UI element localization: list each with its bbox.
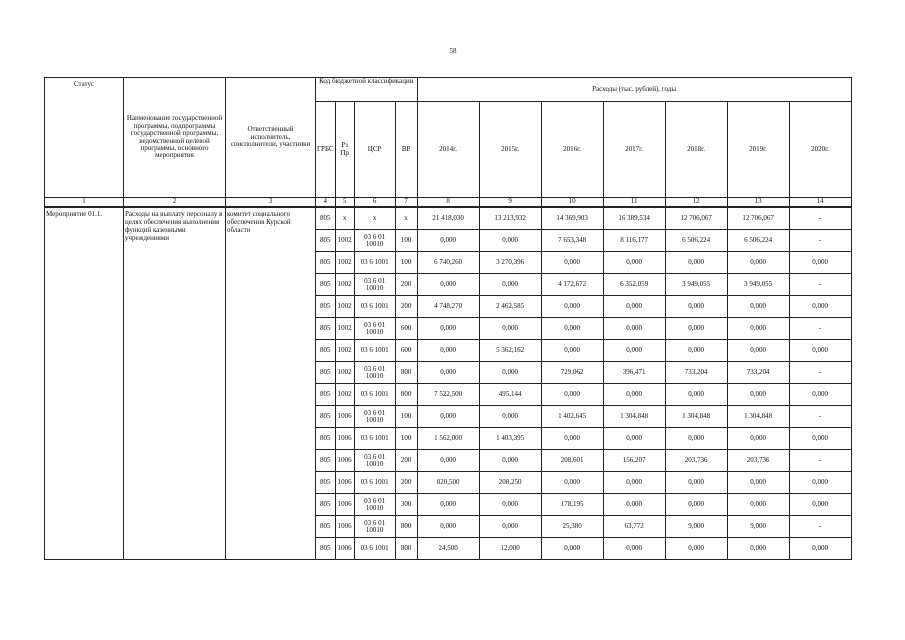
cell-vr: 300 [395, 494, 417, 516]
header-csr: ЦСР [354, 102, 395, 198]
cell-amount: 0,000 [603, 384, 665, 406]
header-year-2019: 2019г. [727, 102, 789, 198]
cell-amount: 7 522,500 [417, 384, 479, 406]
cell-amount: 0,000 [541, 252, 603, 274]
cell-csr: 03 6 01 10010 [354, 516, 395, 538]
cell-amount: 729,062 [541, 362, 603, 384]
cell-csr: 03 6 01 10010 [354, 450, 395, 472]
cell-rzpr: 1006 [335, 428, 354, 450]
cell-rzpr: 1002 [335, 230, 354, 252]
cell-amount: 733,204 [665, 362, 727, 384]
col-index: 8 [417, 198, 479, 208]
cell-rzpr: 1002 [335, 296, 354, 318]
cell-rzpr: 1006 [335, 516, 354, 538]
cell-rzpr: 1002 [335, 252, 354, 274]
cell-amount: 733,204 [727, 362, 789, 384]
cell-amount: 0,000 [665, 252, 727, 274]
cell-amount: 13 213,932 [479, 207, 541, 230]
expenses-table [44, 77, 852, 560]
cell-grbs: 805 [316, 252, 336, 274]
cell-vr: x [395, 207, 417, 230]
cell-rzpr: 1002 [335, 340, 354, 362]
cell-amount: 0,000 [727, 252, 789, 274]
cell-amount: 4 172,672 [541, 274, 603, 296]
cell-csr: 03 6 1001 [354, 538, 395, 560]
cell-amount: 0,000 [541, 318, 603, 340]
cell-amount: 203,736 [727, 450, 789, 472]
cell-amount: 0,000 [603, 472, 665, 494]
table-row [45, 207, 852, 230]
cell-amount: 0,000 [727, 340, 789, 362]
cell-grbs: 805 [316, 296, 336, 318]
cell-amount: 63,772 [603, 516, 665, 538]
cell-amount: 0,000 [541, 428, 603, 450]
cell-amount: 0,000 [417, 406, 479, 428]
cell-amount: 495,144 [479, 384, 541, 406]
cell-amount: - [789, 516, 851, 538]
cell-vr: 200 [395, 450, 417, 472]
cell-amount: 0,000 [789, 494, 851, 516]
cell-amount: 12 706,067 [665, 207, 727, 230]
cell-amount: 6 740,260 [417, 252, 479, 274]
cell-amount: 1 304,848 [603, 406, 665, 428]
cell-amount: 396,471 [603, 362, 665, 384]
cell-rzpr: 1002 [335, 318, 354, 340]
col-index: 13 [727, 198, 789, 208]
cell-vr: 100 [395, 406, 417, 428]
cell-amount: 0,000 [603, 296, 665, 318]
cell-amount: 1 304,848 [727, 406, 789, 428]
entry-name: Расходы на выплату персоналу в целях обеспечения выполнения функций казенными учреждениями [124, 207, 226, 560]
col-index: 5 [335, 198, 354, 208]
cell-amount: 0,000 [417, 450, 479, 472]
cell-amount: 6 506,224 [665, 230, 727, 252]
cell-rzpr: 1006 [335, 450, 354, 472]
cell-amount: 0,000 [727, 296, 789, 318]
cell-amount: 0,000 [479, 516, 541, 538]
cell-vr: 800 [395, 538, 417, 560]
cell-rzpr: 1006 [335, 406, 354, 428]
cell-rzpr: 1002 [335, 274, 354, 296]
col-index: 3 [226, 198, 316, 208]
col-index: 4 [316, 198, 336, 208]
cell-amount: 0,000 [603, 538, 665, 560]
cell-amount: 0,000 [541, 538, 603, 560]
cell-vr: 800 [395, 384, 417, 406]
cell-amount: 0,000 [479, 230, 541, 252]
cell-amount: 0,000 [417, 494, 479, 516]
cell-amount: 25,380 [541, 516, 603, 538]
cell-amount: 21 418,030 [417, 207, 479, 230]
cell-amount: 0,000 [727, 428, 789, 450]
cell-amount: 2 462,585 [479, 296, 541, 318]
cell-amount: 0,000 [727, 472, 789, 494]
cell-amount: 0,000 [479, 362, 541, 384]
cell-rzpr: 1006 [335, 538, 354, 560]
cell-amount: - [789, 318, 851, 340]
cell-amount: 0,000 [665, 494, 727, 516]
header-responsible: Ответственный исполнитель, соисполнители, участники [226, 78, 316, 198]
cell-grbs: 805 [316, 207, 336, 230]
col-index: 1 [45, 198, 124, 208]
cell-grbs: 805 [316, 274, 336, 296]
cell-rzpr: 1006 [335, 494, 354, 516]
cell-amount: - [789, 450, 851, 472]
cell-grbs: 805 [316, 318, 336, 340]
cell-amount: 6 506,224 [727, 230, 789, 252]
cell-csr: 03 6 1001 [354, 296, 395, 318]
cell-amount: 3 270,396 [479, 252, 541, 274]
cell-amount: 1 403,395 [479, 428, 541, 450]
cell-amount: 0,000 [789, 472, 851, 494]
cell-amount: 0,000 [603, 428, 665, 450]
cell-grbs: 805 [316, 384, 336, 406]
cell-csr: 03 6 01 10010 [354, 494, 395, 516]
cell-csr: 03 6 01 10010 [354, 230, 395, 252]
cell-csr: 03 6 01 10010 [354, 406, 395, 428]
cell-rzpr: x [335, 207, 354, 230]
cell-vr: 200 [395, 472, 417, 494]
cell-amount: 0,000 [417, 340, 479, 362]
cell-amount: 0,000 [417, 230, 479, 252]
cell-amount: 0,000 [789, 252, 851, 274]
cell-amount: 178,195 [541, 494, 603, 516]
col-index: 12 [665, 198, 727, 208]
cell-amount: 0,000 [603, 252, 665, 274]
cell-amount: 4 748,270 [417, 296, 479, 318]
header-year-2016: 2016г. [541, 102, 603, 198]
cell-vr: 100 [395, 428, 417, 450]
cell-amount: 208,601 [541, 450, 603, 472]
cell-grbs: 805 [316, 362, 336, 384]
cell-amount: 0,000 [479, 494, 541, 516]
cell-amount: 1 304,848 [665, 406, 727, 428]
cell-amount: 156,207 [603, 450, 665, 472]
header-name: Наименование государственной программы, подпрограммы государственной программы, ведомственной целевой программы, основного мероприятия [124, 78, 226, 198]
cell-vr: 100 [395, 230, 417, 252]
cell-amount: 12,000 [479, 538, 541, 560]
cell-amount: - [789, 406, 851, 428]
cell-csr: 03 6 01 10010 [354, 274, 395, 296]
cell-amount: 0,000 [665, 384, 727, 406]
cell-amount: 0,000 [789, 538, 851, 560]
col-index: 9 [479, 198, 541, 208]
cell-vr: 200 [395, 296, 417, 318]
cell-rzpr: 1002 [335, 362, 354, 384]
header-grbs: ГРБС [316, 102, 336, 198]
cell-grbs: 805 [316, 406, 336, 428]
cell-vr: 100 [395, 252, 417, 274]
column-index-row [45, 198, 852, 208]
entry-responsible: комитет социального обеспечения Курской области [226, 207, 316, 560]
cell-amount: 24,500 [417, 538, 479, 560]
cell-amount: 0,000 [541, 472, 603, 494]
header-year-2014: 2014г. [417, 102, 479, 198]
cell-amount: 6 352,059 [603, 274, 665, 296]
cell-amount: 1 562,000 [417, 428, 479, 450]
cell-csr: 03 6 1001 [354, 428, 395, 450]
cell-amount: - [789, 274, 851, 296]
col-index: 7 [395, 198, 417, 208]
cell-amount: 0,000 [603, 494, 665, 516]
cell-vr: 800 [395, 362, 417, 384]
cell-grbs: 805 [316, 494, 336, 516]
cell-grbs: 805 [316, 516, 336, 538]
col-index: 2 [124, 198, 226, 208]
cell-amount: - [789, 362, 851, 384]
cell-amount: 0,000 [789, 296, 851, 318]
cell-amount: 0,000 [417, 516, 479, 538]
cell-amount: 0,000 [727, 494, 789, 516]
cell-amount: 1 402,645 [541, 406, 603, 428]
cell-amount: 0,000 [479, 274, 541, 296]
cell-vr: 800 [395, 516, 417, 538]
header-year-2018: 2018г. [665, 102, 727, 198]
cell-csr: x [354, 207, 395, 230]
cell-grbs: 805 [316, 340, 336, 362]
cell-amount: 0,000 [789, 384, 851, 406]
cell-vr: 600 [395, 318, 417, 340]
col-index: 10 [541, 198, 603, 208]
cell-csr: 03 6 01 10010 [354, 362, 395, 384]
cell-amount: 16 389,534 [603, 207, 665, 230]
cell-amount: 0,000 [541, 384, 603, 406]
cell-csr: 03 6 1001 [354, 384, 395, 406]
cell-grbs: 805 [316, 230, 336, 252]
cell-amount: 0,000 [665, 428, 727, 450]
cell-vr: 600 [395, 340, 417, 362]
cell-amount: - [789, 207, 851, 230]
cell-amount: 0,000 [479, 318, 541, 340]
cell-amount: 0,000 [665, 318, 727, 340]
cell-amount: 14 369,903 [541, 207, 603, 230]
cell-amount: 3 949,055 [665, 274, 727, 296]
cell-amount: 0,000 [727, 384, 789, 406]
cell-amount: 0,000 [789, 428, 851, 450]
col-index: 14 [789, 198, 851, 208]
cell-amount: 820,500 [417, 472, 479, 494]
cell-amount: 0,000 [417, 318, 479, 340]
cell-amount: 0,000 [789, 340, 851, 362]
cell-amount: 0,000 [603, 318, 665, 340]
cell-amount: 0,000 [727, 538, 789, 560]
cell-grbs: 805 [316, 472, 336, 494]
header-status: Статус [45, 78, 124, 198]
cell-amount: - [789, 230, 851, 252]
cell-csr: 03 6 01 10010 [354, 318, 395, 340]
cell-amount: 0,000 [603, 340, 665, 362]
cell-vr: 200 [395, 274, 417, 296]
header-year-2015: 2015г. [479, 102, 541, 198]
cell-amount: 203,736 [665, 450, 727, 472]
header-budget-code: Код бюджетной классификации [316, 78, 418, 102]
cell-amount: 0,000 [665, 296, 727, 318]
cell-amount: 0,000 [417, 274, 479, 296]
cell-rzpr: 1006 [335, 472, 354, 494]
header-year-2020: 2020г. [789, 102, 851, 198]
header-vr: ВР [395, 102, 417, 198]
cell-amount: 0,000 [479, 406, 541, 428]
cell-amount: 9,000 [727, 516, 789, 538]
cell-amount: 0,000 [665, 472, 727, 494]
cell-amount: 8 116,177 [603, 230, 665, 252]
cell-amount: 208,250 [479, 472, 541, 494]
cell-amount: 5 362,162 [479, 340, 541, 362]
cell-amount: 0,000 [541, 296, 603, 318]
header-rzpr: Рз Пр [335, 102, 354, 198]
cell-amount: 0,000 [417, 362, 479, 384]
cell-amount: 7 653,348 [541, 230, 603, 252]
cell-grbs: 805 [316, 428, 336, 450]
cell-amount: 3 949,055 [727, 274, 789, 296]
header-year-2017: 2017г. [603, 102, 665, 198]
cell-amount: 0,000 [727, 318, 789, 340]
cell-amount: 0,000 [479, 450, 541, 472]
cell-grbs: 805 [316, 450, 336, 472]
col-index: 11 [603, 198, 665, 208]
cell-grbs: 805 [316, 538, 336, 560]
col-index: 6 [354, 198, 395, 208]
cell-amount: 0,000 [665, 340, 727, 362]
cell-csr: 03 6 1001 [354, 340, 395, 362]
cell-amount: 0,000 [541, 340, 603, 362]
cell-amount: 0,000 [665, 538, 727, 560]
cell-amount: 9,000 [665, 516, 727, 538]
page-number: 58 [449, 47, 457, 55]
header-expenses: Расходы (тыс. рублей), годы [417, 78, 851, 102]
entry-status: Мероприятие 01.1. [45, 207, 124, 560]
cell-csr: 03 6 1001 [354, 252, 395, 274]
cell-rzpr: 1002 [335, 384, 354, 406]
cell-csr: 03 6 1001 [354, 472, 395, 494]
cell-amount: 12 706,067 [727, 207, 789, 230]
